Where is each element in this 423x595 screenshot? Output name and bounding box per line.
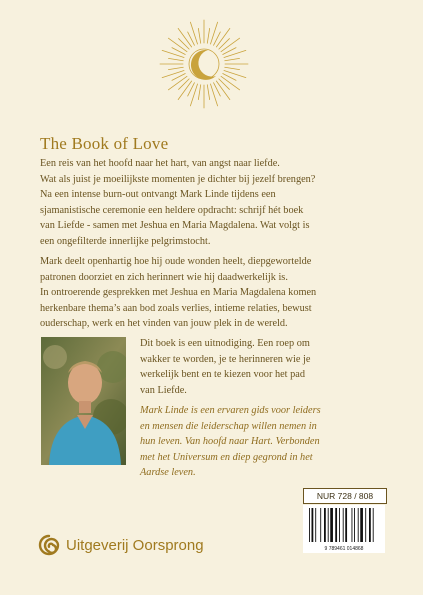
sun-moon-icon <box>156 14 252 110</box>
text-line: met het Universum en diep gegrond in het <box>140 451 313 463</box>
publisher-name: Uitgeverij Oorsprong <box>66 536 204 554</box>
text-line: werkelijk bent en te kiezen voor het pad <box>140 369 305 381</box>
text-line: een ongefilterde innerlijke pelgrimstocht. <box>40 235 211 247</box>
text-line: wakker te worden, je te herinneren wie je <box>140 353 311 365</box>
nur-code: NUR 728 / 808 <box>303 488 387 504</box>
text-line: van Liefde - samen met Jeshua en Maria Magdalena. Wat volgt is <box>40 220 310 232</box>
text-line: en mensen die leiderschap willen nemen in <box>140 420 317 432</box>
text-line: sjamanistische ceremonie een heldere opdracht: schrijf hét boek <box>40 204 304 216</box>
isbn-number: 9 789461 014868 <box>324 546 364 552</box>
text-line: Wat als juist je moeilijkste momenten je dichter bij jezelf brengen? <box>40 173 316 185</box>
text-line: In ontroerende gesprekken met Jeshua en Maria Magdalena komen <box>40 287 317 299</box>
text-line: Mark Linde is een ervaren gids voor leiders <box>140 405 321 416</box>
invitation-text <box>140 336 386 398</box>
text-line: Na een intense burn-out ontvangt Mark Linde tijdens een <box>40 189 276 201</box>
text-line: herkenbare thema’s aan bod zoals verlies, intieme relaties, bewust <box>40 302 312 314</box>
text-line: patronen doorziet en zich herinnert wie hij daadwerkelijk is. <box>40 271 288 283</box>
intro-paragraph <box>40 156 388 250</box>
publisher-mark <box>38 532 204 558</box>
text-line: van Liefde. <box>140 384 187 396</box>
book-title: The Book of Love <box>40 134 169 153</box>
spiral-logo-icon <box>38 534 60 556</box>
text-line: Aardse leven. <box>140 467 196 479</box>
text-line: Mark deelt openhartig hoe hij oude wonden heelt, diepgewortelde <box>40 256 312 267</box>
text-line: ouderschap, werk en het vinden van jouw plek in de wereld. <box>40 318 288 330</box>
text-line: Een reis van het hoofd naar het hart, van angst naar liefde. <box>40 158 280 169</box>
author-photo <box>41 337 126 465</box>
isbn-barcode <box>303 505 385 553</box>
description-paragraph <box>40 254 388 332</box>
author-bio <box>140 403 386 481</box>
text-line: Dit boek is een uitnodiging. Een roep om <box>140 338 310 349</box>
text-line: hun leven. Van hoofd naar Hart. Verbonden <box>140 436 320 448</box>
